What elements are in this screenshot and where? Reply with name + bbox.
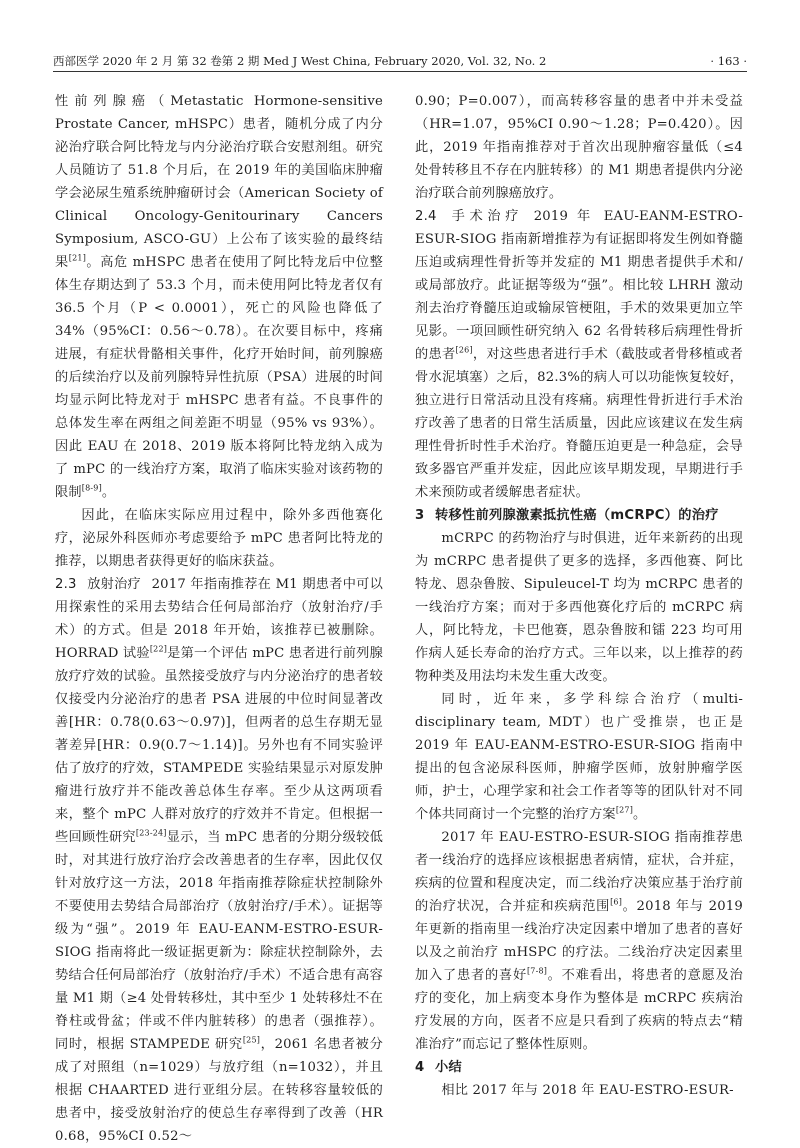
section-number: 2.4 bbox=[415, 209, 437, 224]
section-title: 小结 bbox=[435, 1060, 463, 1075]
paragraph: 性前列腺癌（Metastatic Hormone-sensitive Prostate Cancer, mHSPC）患者，随机分成了内分泌治疗联合阿比特龙与内分泌治疗联合安慰剂组。研究人员随访了 51.8 个月后，在 2019 年的美国临床肿瘤学会泌尿生殖系统肿瘤研讨会（American Society of Clinical Oncology-Genitourinary Cancers Symposium, ASCO-GU）上公布了该实验的最终结果[21]。高危 mHSPC 患者在使用了阿比特龙后中位整体生存期达到了 53.3 个月，而未使用阿比特龙者仅有 36.5 个月（P < 0.0001），死亡的风险也降低了 34%（95%CI：0.56～0.78）。在次要目标中，疼痛进展，有症状骨骼相关事件，化疗开始时间，前列腺癌的后续治疗以及前列腺特异性抗原（PSA）进展的时间均显示阿比特龙对于 mHSPC 患者有益。不良事件的总体发生率在两组之间差距不明显（95% vs 93%）。因此 EAU 在 2018、2019 版本将阿比特龙纳入成为了 mPC 的一线治疗方案，取消了临床实验对该药物的限制[8-9]。 bbox=[55, 94, 384, 500]
citation: [23-24] bbox=[135, 828, 167, 838]
section-4-heading bbox=[415, 1056, 743, 1079]
citation: [26] bbox=[455, 345, 473, 355]
page-number: · 163 · bbox=[710, 54, 747, 68]
section-number: 2.3 bbox=[55, 577, 77, 592]
running-header bbox=[53, 52, 747, 70]
section-title: 放射治疗 bbox=[87, 577, 142, 592]
section-2-4: 2.4 手术治疗 2019 年 EAU-EANM-ESTRO-ESUR-SIOG 指南新增推荐为有证据即将发生例如脊髓压迫或病理性骨折等并发症的 M1 期患者提供手术和/或局部放疗。此证据等级为“强”。相比较 LHRH 激动剂去治疗脊髓压迫或输尿管梗阻，手术的效果更加立竿见影。一项回顾性研究纳入 62 名骨转移后病理性骨折的患者[26]，对这些患者进行手术（截肢或者骨移植或者骨水泥填塞）之后，82.3%的病人可以功能恢复较好，独立进行日常活动且没有疼痛。病理性骨折进行手术治疗改善了患者的日常生活质量，因此应该建议在发生病理性骨折时性手术治疗。脊髓压迫更是一种急症，会导致多器官严重并发症，因此应该早期发现，早期进行手术来预防或者缓解患者症状。 bbox=[415, 209, 744, 500]
paragraph: 相比 2017 年与 2018 年 EAU-ESTRO-ESUR- bbox=[441, 1083, 734, 1098]
paragraph: mCRPC 的药物治疗与时俱进，近年来新药的出现为 mCRPC 患者提供了更多的选择，多西他赛、阿比特龙、恩杂鲁胺、Sipuleucel-T 均为 mCRPC 患者的一线治疗方案；而对于多西他赛化疗后的 mCRPC 病人，阿比特龙，卡巴他赛，恩杂鲁胺和镭 223 均可用作病人延长寿命的治疗方式。三年以来，以上推荐的药物种类及用法均未发生重大改变。 bbox=[415, 531, 743, 684]
paragraph: 同时，近年来，多学科综合治疗（multi-disciplinary team, MDT）也广受推崇，也正是 2019 年 EAU-EANM-ESTRO-ESUR-SIOG 指南中提出的包含泌尿科医师，肿瘤学医师，放射肿瘤学医师，护士，心理学家和社会工作者等等的团队针对不同个体共同商讨一个完整的治疗方案[27]。 bbox=[415, 692, 743, 822]
header-rule bbox=[53, 71, 747, 72]
section-title: 手术治疗 bbox=[447, 209, 524, 224]
section-2-3: 2.3 放射治疗 2017 年指南推荐在 M1 期患者中可以用探索性的采用去势结合任何局部治疗（放射治疗/手术）的方式。但是 2018 年开始，该推荐已被删除。HORRAD 试验[22]是第一个评估 mPC 患者进行前列腺放疗疗效的试验。虽然接受放疗与内分泌治疗的患者较仅接受内分泌治疗的患者 PSA 进展的中位时间显著改善[HR：0.78(0.63～0.97)]，但两者的总生存期无显著差异[HR：0.9(0.7～1.14)]。另外也有不同实验评估了放疗的疗效，STAMPEDE 实验结果显示对原发肿瘤进行放疗并不能改善总体生存率。至少从这两项看来，整个 mPC 人群对放疗的疗效并不肯定。但根据一些回顾性研究[23-24]显示，当 mPC 患者的分期分级较低时，对其进行放疗治疗会改善患者的生存率，因此仅仅针对放疗这一方法，2018 年指南推荐除症状控制除外不要使用去势结合局部治疗（放射治疗/手术）。证据等级为“强”。2019 年 EAU-EANM-ESTRO-ESUR-SIOG 指南将此一级证据更新为：除症状控制除外，去势结合任何局部治疗（放射治疗/手术）不适合患有高容量 M1 期（≥4 处骨转移灶，其中至少 1 处转移灶不在脊柱或骨盆；伴或不伴内脏转移）的患者（强推荐）。同时，根据 STAMPEDE 研究[25]，2061 名患者被分成了对照组（n=1029）与放疗组（n=1032），并且根据 CHAARTED 进行亚组分层。在转移容量较低的患者中，接受放射治疗的使总生存率得到了改善（HR 0.68，95%CI 0.52～ bbox=[55, 577, 384, 1144]
paragraph: 2017 年 EAU-ESTRO-ESUR-SIOG 指南推荐患者一线治疗的选择应该根据患者病情，症状，合并症，疾病的位置和程度决定，而二线治疗决策应基于治疗前的治疗状况，合并症和疾病范围[6]。2018 年与 2019 年更新的指南里一线治疗决定因素中增加了患者的喜好以及之前治疗 mHSPC 的疗法。二线治疗决定因素里加入了患者的喜好[7-8]。不难看出，将患者的意愿及治疗的变化，加上病变本身作为整体是 mCRPC 疾病治疗发展的方向，医者不应是只看到了疾病的特点去“精准治疗”而忘记了整体性原则。 bbox=[415, 830, 743, 1052]
section-number: 3 bbox=[415, 508, 425, 523]
citation: [22] bbox=[149, 644, 168, 654]
section-title: 转移性前列腺激素抵抗性癌（mCRPC）的治疗 bbox=[435, 508, 719, 523]
section-3-heading bbox=[415, 504, 743, 527]
right-column bbox=[415, 90, 743, 1102]
citation: [27] bbox=[615, 805, 634, 815]
citation: [8-9] bbox=[81, 483, 102, 493]
section-number: 4 bbox=[415, 1060, 425, 1075]
citation: [21] bbox=[68, 253, 87, 263]
left-column bbox=[55, 90, 383, 1148]
citation: [6] bbox=[610, 897, 623, 907]
citation: [7-8] bbox=[526, 966, 548, 976]
paragraph: 0.90；P=0.007），而高转移容量的患者中并未受益（HR=1.07，95%CI 0.90～1.28；P=0.420）。因此，2019 年指南推荐对于首次出现肿瘤容量低（≤4 处骨转移且不存在内脏转移）的 M1 期患者提供内分泌治疗联合前列腺癌放疗。 bbox=[415, 94, 743, 201]
paragraph: 因此，在临床实际应用过程中，除外多西他赛化疗，泌尿外科医师亦考虑要给予 mPC 患者阿比特龙的推荐，以期患者获得更好的临床获益。 bbox=[55, 508, 383, 569]
citation: [25] bbox=[242, 1035, 261, 1045]
journal-citation: 西部医学 2020 年 2 月 第 32 卷第 2 期 Med J West China, February 2020, Vol. 32, No. 2 bbox=[53, 54, 547, 68]
